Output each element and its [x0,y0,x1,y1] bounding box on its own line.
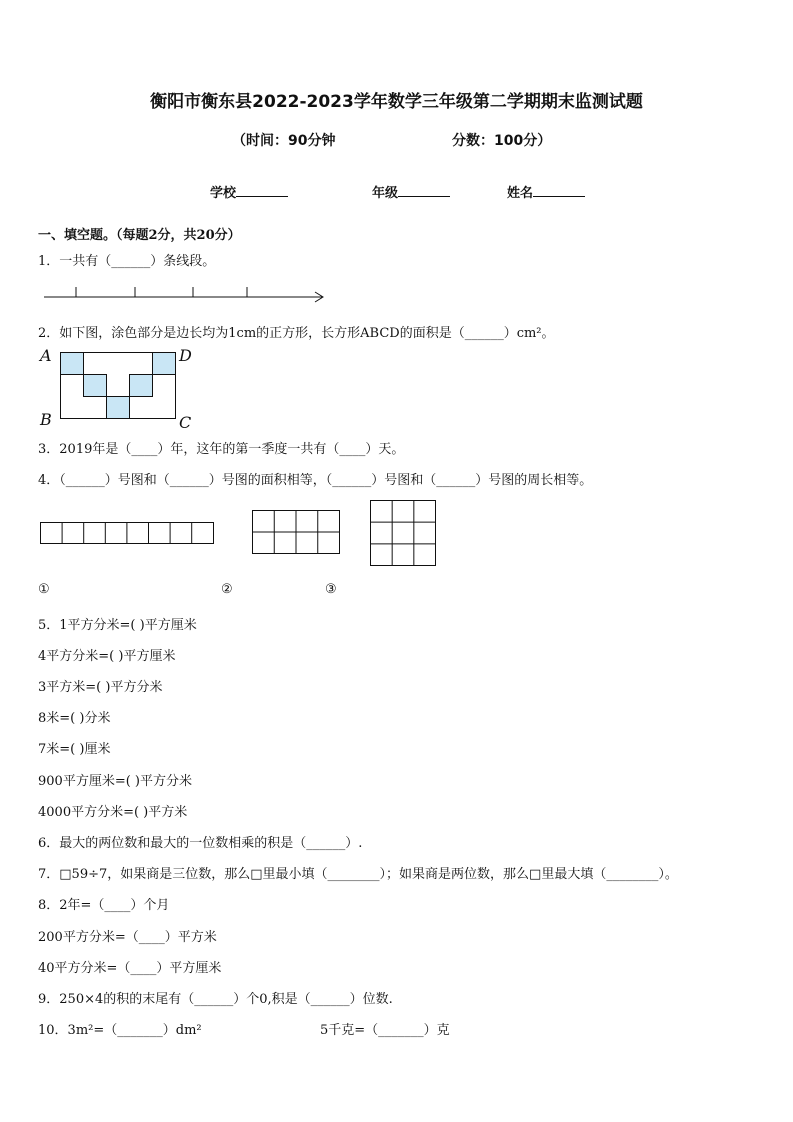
question-5-line-2: 4平方分米=( )平方厘米 [38,649,176,664]
question-10-part-1: 10．3m²=（_______）dm² [38,1023,202,1038]
question-5-line-7: 4000平方分米=( )平方米 [38,805,188,820]
score-label: 分数：100分） [452,133,552,149]
label-b: B [40,410,52,429]
school-label: 学校 [210,186,237,201]
name-blank[interactable] [533,183,585,197]
label-c: C [179,413,192,432]
question-5-line-5: 7米=( )厘米 [38,742,111,757]
label-a: A [40,346,52,365]
grade-label: 年级 [372,186,399,201]
grade-field[interactable] [372,182,450,201]
section-title: 一、填空题。（每题2分，共20分） [38,228,241,243]
question-3: 3．2019年是（____）年，这年的第一季度一共有（____）天。 [38,442,405,457]
question-5-line-1: 5．1平方分米=( )平方厘米 [38,618,197,633]
figure-label-3: ③ [325,582,337,597]
question-8-line-2: 200平方分米=（____）平方米 [38,930,217,945]
question-7: 7．□59÷7，如果商是三位数，那么□里最小填（________）；如果商是两位数，那么□里最大填（________）。 [38,867,678,882]
question-1: 1．一共有（______）条线段。 [38,254,216,269]
name-label: 姓名 [507,186,534,201]
figure-label-1: ① [38,582,50,597]
question-5-line-6: 900平方厘米=( )平方分米 [38,774,192,789]
number-line-figure [40,283,330,305]
label-d: D [179,346,192,365]
page-title: 衡阳市衡东县2022-2023学年数学三年级第二学期期末监测试题 [150,92,643,112]
question-5-line-3: 3平方米=( )平方分米 [38,680,163,695]
figure-label-2: ② [221,582,233,597]
grid-figure-3 [370,500,438,568]
school-field[interactable] [210,182,288,201]
question-8-line-1: 8．2年=（____）个月 [38,898,170,913]
question-9: 9．250×4的积的末尾有（______）个0,积是（______）位数. [38,992,393,1007]
school-blank[interactable] [236,183,288,197]
grade-blank[interactable] [398,183,450,197]
question-2: 2．如下图，涂色部分是边长均为1cm的正方形，长方形ABCD的面积是（______）cm²。 [38,326,555,341]
grid-figure-1 [40,522,216,546]
question-4: 4．（______）号图和（______）号图的面积相等，（______）号图和（______）号图的周长相等。 [38,473,593,488]
question-8-line-3: 40平方分米=（____）平方厘米 [38,961,222,976]
question-10-part-2: 5千克=（_______）克 [320,1023,450,1038]
rectangle-abcd-figure [60,352,178,422]
time-label: （时间：90分钟 [232,133,336,149]
grid-figure-2 [252,510,342,556]
name-field[interactable] [507,182,585,201]
question-5-line-4: 8米=( )分米 [38,711,111,726]
question-6: 6．最大的两位数和最大的一位数相乘的积是（______）. [38,836,363,851]
